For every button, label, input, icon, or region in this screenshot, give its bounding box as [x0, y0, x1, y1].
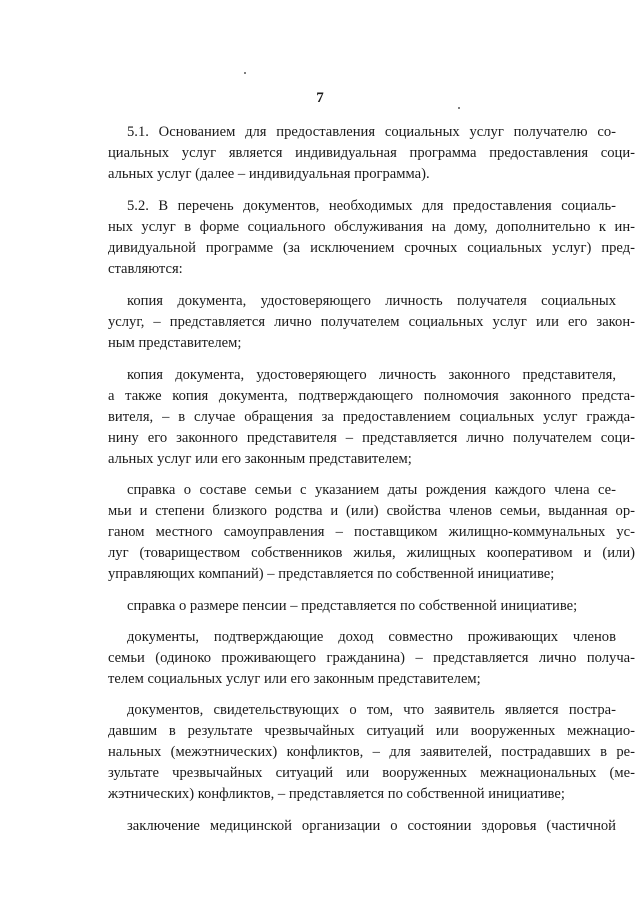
text-line-content: копия документа, удостоверяющего личность законного представителя, [127, 367, 616, 383]
text-line-content: луг (товариществом собственников жилья, жилищных кооперативом и (или) [108, 545, 635, 561]
text-line-content: ганом местного самоуправления – поставщиком жилищно-коммунальных ус- [108, 524, 635, 540]
scan-speck [244, 72, 246, 74]
text-line-content: управляющих компаний) – представляется по собственной инициативе; [108, 566, 555, 582]
text-line-content: семьи (одиноко проживающего гражданина) – представляется лично получа- [108, 650, 635, 666]
text-line-content: услуг, – представляется лично получателем социальных услуг или его закон- [108, 314, 635, 330]
text-line-content: альных услуг или его законным представителем; [108, 451, 412, 467]
text-line-content: справка о составе семьи с указанием даты рождения каждого члена се- [127, 482, 616, 498]
text-line-content: справка о размере пенсии – представляется по собственной инициативе; [127, 598, 578, 614]
text-line-content: 5.1. Основанием для предоставления социальных услуг получателю со- [127, 124, 616, 140]
text-line-content: копия документа, удостоверяющего личность получателя социальных [127, 293, 616, 309]
text-line-content: альных услуг (далее – индивидуальная программа). [108, 166, 430, 182]
text-line-content: жэтнических) конфликтов, – представляется по собственной инициативе; [108, 786, 565, 802]
text-line-content: дивидуальной программе (за исключением срочных социальных услуг) пред- [108, 240, 635, 256]
text-line-content: вителя, – в случае обращения за предоставлением социальных услуг гражда- [108, 409, 635, 425]
text-line-content: 5.2. В перечень документов, необходимых для предоставления социаль- [127, 198, 616, 214]
text-line-content: документы, подтверждающие доход совместно проживающих членов [127, 629, 616, 645]
text-line-content: циальных услуг является индивидуальная программа предоставления соци- [108, 145, 635, 161]
text-line-content: ным представителем; [108, 335, 242, 351]
text-line-content: документов, свидетельствующих о том, что заявитель является постра- [127, 702, 616, 718]
text-line-content: ставляются: [108, 261, 183, 277]
text-line-content: мьи и степени близкого родства и (или) свойства членов семьи, выданная ор- [108, 503, 635, 519]
text-line-content: зультате чрезвычайных ситуаций или вооруженных межнациональных (ме- [108, 765, 635, 781]
page-number: 7 [316, 90, 324, 106]
text-line-content: ных услуг в форме социального обслуживания на дому, дополнительно к ин- [108, 219, 635, 235]
text-line-content: давшим в результате чрезвычайных ситуаций или вооруженных межнацио- [108, 723, 635, 739]
text-line-content: телем социальных услуг или его законным представителем; [108, 671, 481, 687]
text-line-content: нину его законного представителя – представляется лично получателем соци- [108, 430, 635, 446]
text-line-content: а также копия документа, подтверждающего полномочия законного предста- [108, 388, 635, 404]
text-line-content: заключение медицинской организации о состоянии здоровья (частичной [127, 818, 616, 834]
text-line-content: нальных (межэтнических) конфликтов, – для заявителей, пострадавших в ре- [108, 744, 635, 760]
